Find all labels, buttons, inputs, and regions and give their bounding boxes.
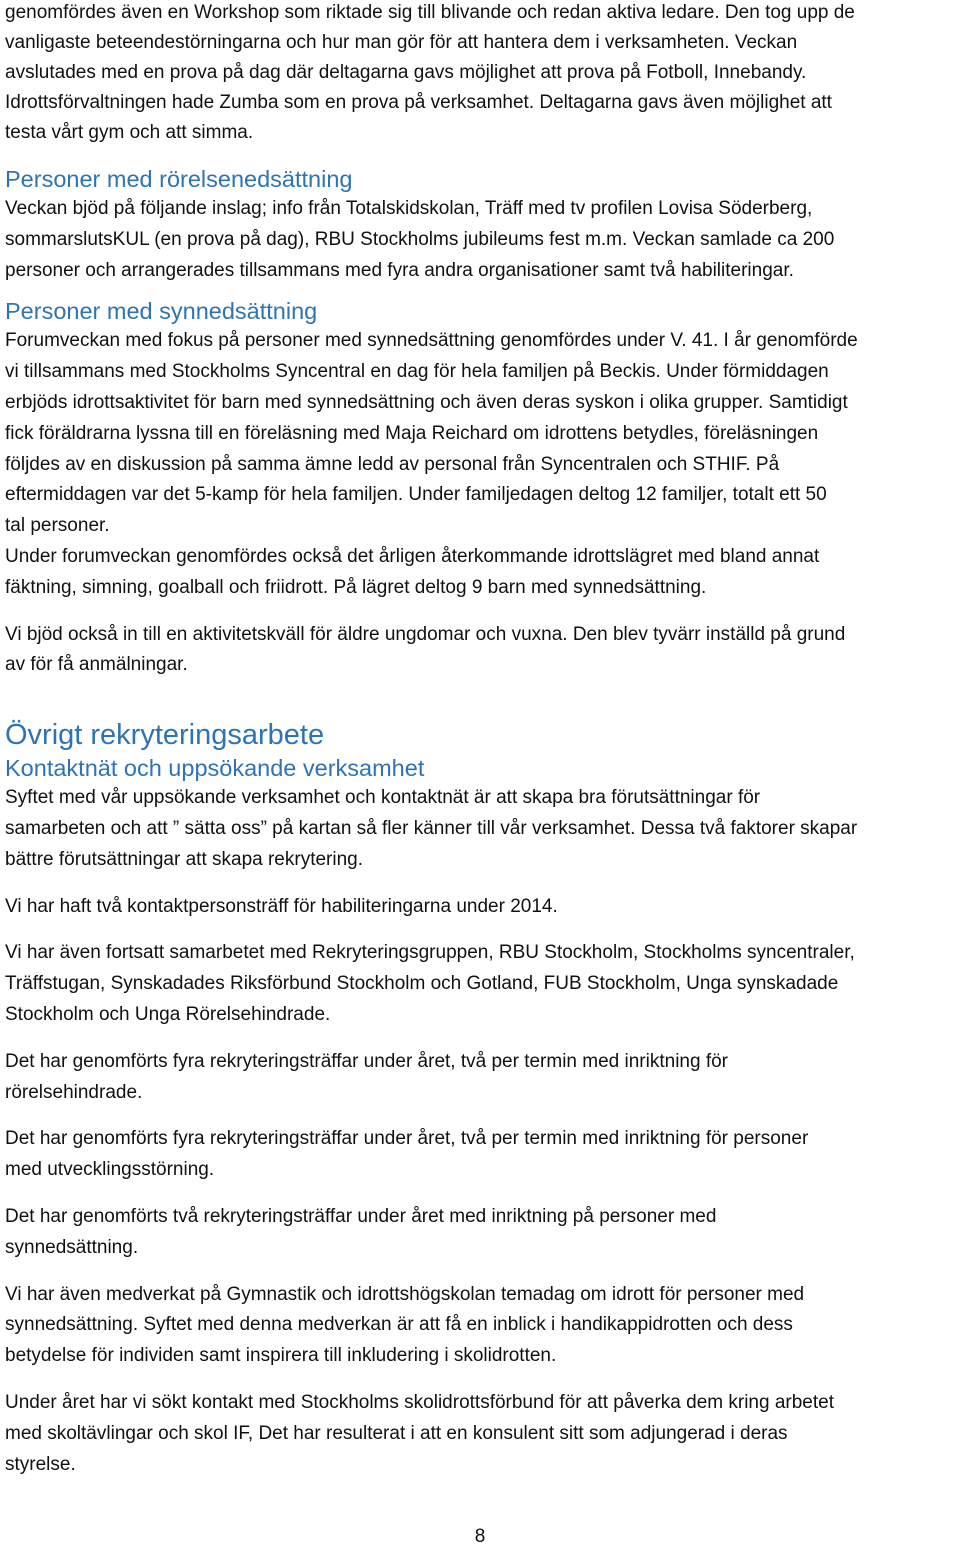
text-line: Vi bjöd också in till en aktivitetskväll för äldre ungdomar och vuxna. Den blev tyvärr inställd på grund (5, 623, 846, 645)
text-line: Under året har vi sökt kontakt med Stockholms skolidrottsförbund för att påverka dem kring arbetet (5, 1391, 834, 1413)
text-line: med skoltävlingar och skol IF, Det har resulterat i att en konsulent sitt som adjungerad i deras (5, 1422, 788, 1444)
text-line: rörelsehindrade. (5, 1081, 143, 1103)
section-heading-syn: Personer med synnedsättning (5, 298, 318, 325)
section-heading-ovrigt: Övrigt rekryteringsarbete (5, 719, 325, 752)
text-line: Det har genomförts två rekryteringsträffar under året med inriktning på personer med (5, 1205, 717, 1227)
text-line: synnedsättning. Syftet med denna medverkan är att få en inblick i handikappidrotten och dess (5, 1314, 793, 1336)
ovrigt-paragraph (5, 1124, 957, 1186)
ovrigt-paragraph (5, 938, 957, 1030)
syn-paragraph-1 (5, 326, 957, 603)
text-line: Det har genomförts fyra rekryteringsträffar under året, två per termin med inriktning för personer (5, 1128, 809, 1150)
text-line: vi tillsammans med Stockholms Syncentral en dag för hela familjen på Beckis. Under förmiddagen (5, 361, 829, 383)
text-line: Vi har även fortsatt samarbetet med Rekryteringsgruppen, RBU Stockholm, Stockholms syncentraler, (5, 942, 855, 964)
text-line: sommarslutsKUL (en prova på dag), RBU Stockholms jubileums fest m.m. Veckan samlade ca 200 (5, 228, 835, 250)
text-line: vanligaste beteendestörningarna och hur man gör för att hantera dem i verksamheten. Veckan (5, 32, 798, 53)
page-number: 8 (474, 1526, 486, 1547)
text-line: av för få anmälningar. (5, 654, 188, 676)
text-line: Träffstugan, Synskadades Riksförbund Stockholm och Gotland, FUB Stockholm, Unga synskadade (5, 973, 839, 995)
text-line: Vi har även medverkat på Gymnastik och idrottshögskolan temadag om idrott för personer med (5, 1283, 805, 1305)
text-line: betydelse för individen samt inspirera till inkludering i skolidrotten. (5, 1345, 557, 1367)
text-line: testa vårt gym och att simma. (5, 122, 254, 143)
section-heading-rorelse: Personer med rörelsenedsättning (5, 166, 353, 192)
text-line: synnedsättning. (5, 1236, 139, 1258)
document-page (5, 0, 957, 1480)
subheading-kontaktnat: Kontaktnät och uppsökande verksamhet (5, 755, 425, 782)
ovrigt-paragraph (5, 783, 957, 875)
text-line: fäktning, simning, goalball och friidrott. På lägret deltog 9 barn med synnedsättning. (5, 576, 707, 598)
text-line: bättre förutsättningar att skapa rekrytering. (5, 848, 364, 870)
text-line: med utvecklingsstörning. (5, 1159, 215, 1181)
text-line: fick föräldrarna lyssna till en föreläsning med Maja Reichard om idrottens betydles, föreläsningen (5, 422, 819, 444)
text-line: samarbeten och att ” sätta oss” på kartan så fler känner till vår verksamhet. Dessa två faktorer skapar (5, 817, 858, 839)
ovrigt-paragraph (5, 892, 957, 923)
ovrigt-paragraph (5, 1280, 957, 1372)
text-line: Det har genomförts fyra rekryteringsträffar under året, två per termin med inriktning för (5, 1050, 729, 1072)
text-line: Idrottsförvaltningen hade Zumba som en prova på verksamhet. Deltagarna gavs även möjlighet att (5, 92, 832, 113)
text-line: Forumveckan med fokus på personer med synnedsättning genomfördes under V. 41. I år genomförde (5, 330, 858, 352)
text-line: erbjöds idrottsaktivitet för barn med synnedsättning och även deras syskon i olika grupper. Samtidigt (5, 391, 848, 413)
ovrigt-paragraph (5, 1202, 957, 1264)
text-line: tal personer. (5, 515, 110, 537)
text-line: genomfördes även en Workshop som riktade sig till blivande och redan aktiva ledare. Den tog upp de (5, 2, 855, 23)
text-line: Syftet med vår uppsökande verksamhet och kontaktnät är att skapa bra förutsättningar för (5, 787, 761, 809)
text-line: avslutades med en prova på dag där deltagarna gavs möjlighet att prova på Fotboll, Innebandy. (5, 62, 807, 83)
text-line: styrelse. (5, 1453, 76, 1475)
text-line: Stockholm och Unga Rörelsehindrade. (5, 1003, 331, 1025)
text-line: personer och arrangerades tillsammans med fyra andra organisationer samt två habiliteringar. (5, 259, 794, 281)
text-line: Vi har haft två kontaktpersonsträff för habiliteringarna under 2014. (5, 895, 558, 917)
text-line: följdes av en diskussion på samma ämne ledd av personal från Syncentralen och STHIF. På (5, 453, 780, 475)
text-line: eftermiddagen var det 5-kamp för hela familjen. Under familjedagen deltog 12 familjer, totalt ett 50 (5, 484, 827, 506)
text-line: Veckan bjöd på följande inslag; info från Totalskidskolan, Träff med tv profilen Lovisa Söderberg, (5, 198, 813, 219)
intro-paragraph (5, 0, 957, 148)
ovrigt-paragraph (5, 1388, 957, 1480)
rorelse-paragraph (5, 194, 957, 286)
ovrigt-paragraph (5, 1047, 957, 1109)
text-line: Under forumveckan genomfördes också det årligen återkommande idrottslägret med bland annat (5, 545, 820, 567)
syn-paragraph-2 (5, 620, 957, 682)
